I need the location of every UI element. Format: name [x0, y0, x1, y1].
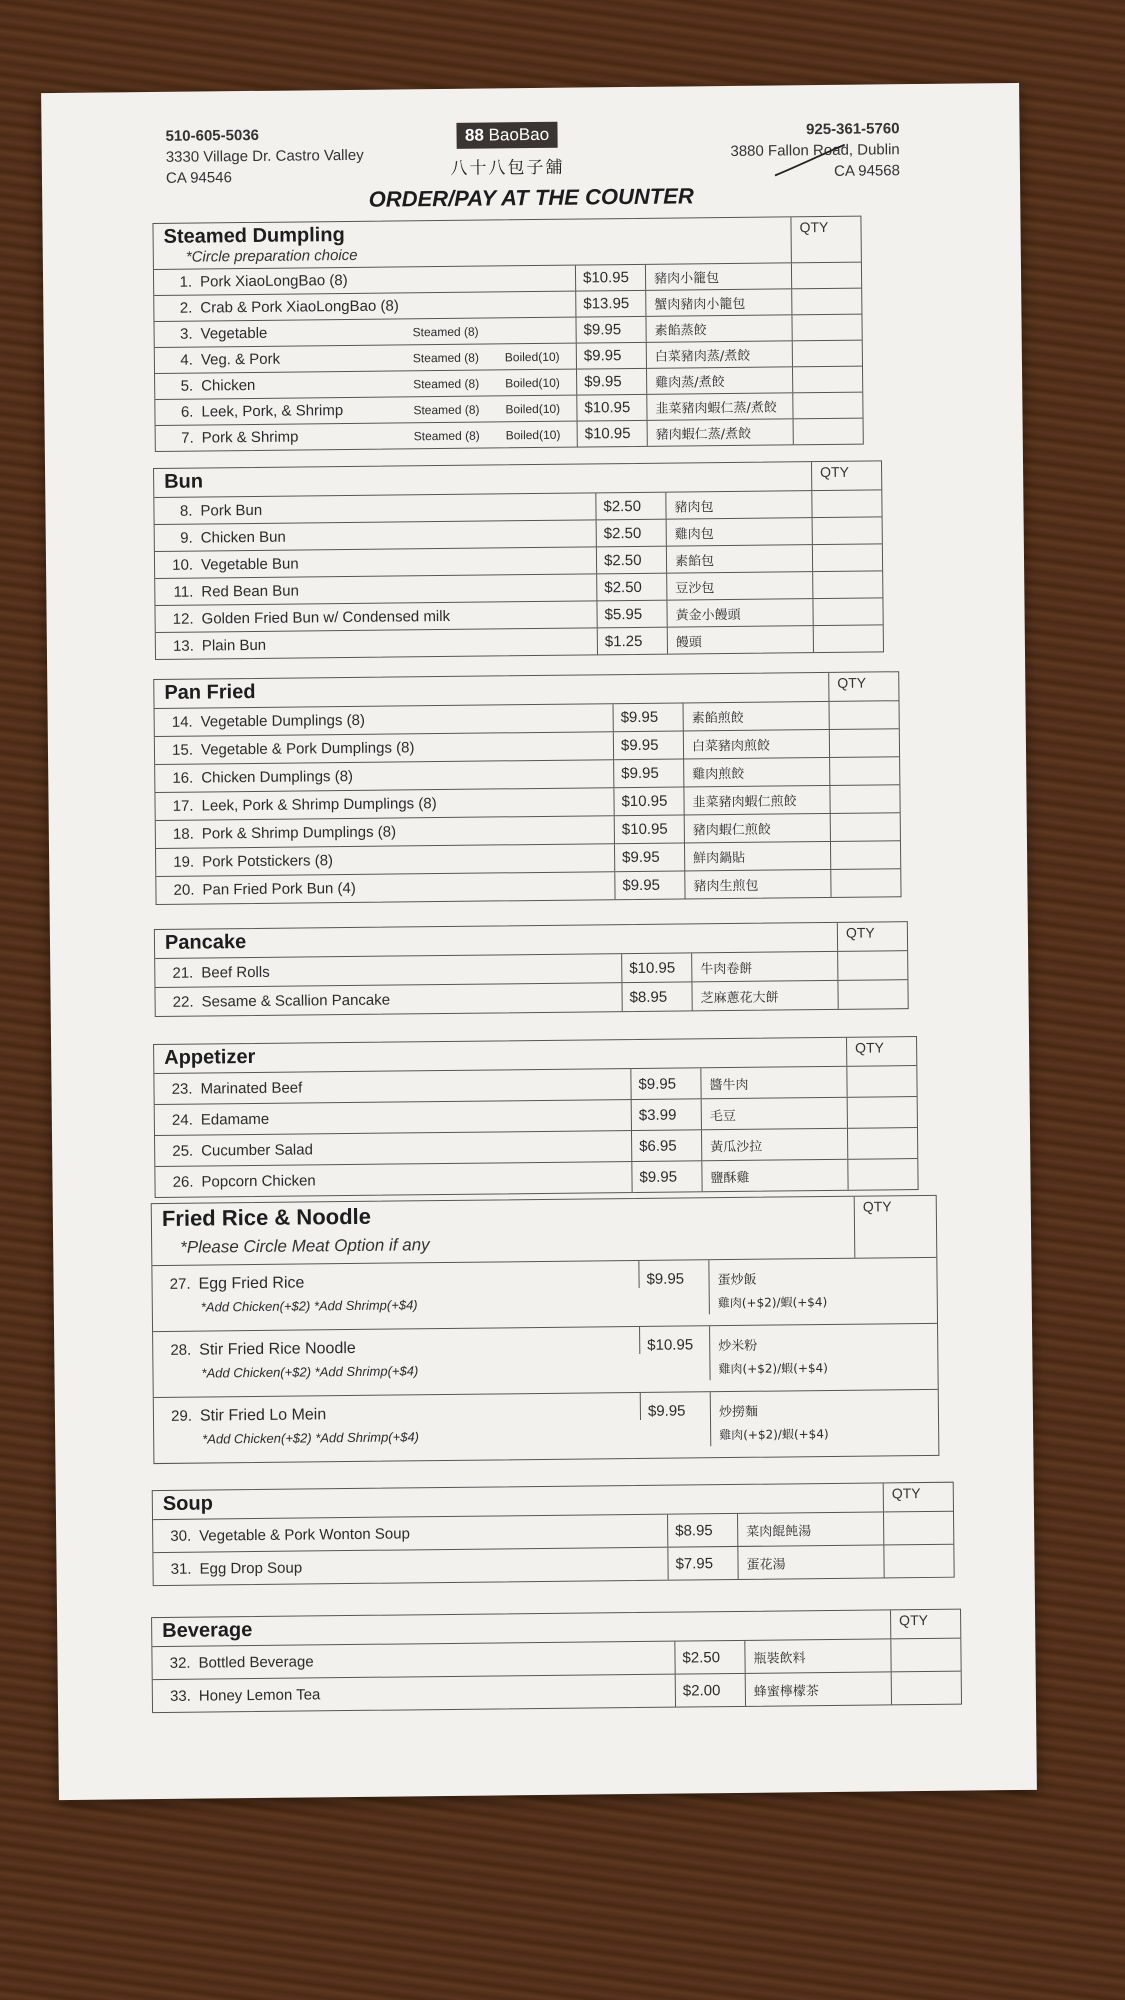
item-number: 25. — [172, 1142, 194, 1160]
qty-header: QTY — [837, 922, 907, 951]
qty-field[interactable] — [830, 841, 900, 869]
item-number: 17. — [172, 797, 194, 815]
section-fried-rice-noodle — [151, 1195, 940, 1464]
item-name-cell — [154, 493, 595, 524]
item-chinese-name: 蟹肉豬肉小籠包 — [654, 296, 746, 313]
qty-field[interactable] — [847, 1097, 917, 1128]
qty-field[interactable] — [792, 393, 862, 419]
item-number: 13. — [172, 637, 194, 655]
item-name: Egg Fried Rice — [198, 1274, 305, 1293]
left-location — [165, 124, 364, 189]
item-price: $10.95 — [577, 421, 647, 447]
item-name-cell — [156, 422, 577, 451]
item-name: Sesame & Scallion Pancake — [201, 991, 391, 1011]
item-chinese-name: 炒撈麵 — [718, 1404, 759, 1421]
left-phone: 510-605-5036 — [165, 126, 260, 145]
pen-mark — [770, 136, 900, 177]
item-chinese-cell — [691, 981, 837, 1011]
item-name-cell — [153, 1548, 667, 1585]
item-price: $10.95 — [575, 265, 645, 291]
item-price: $9.95 — [614, 843, 684, 871]
item-name: Pork & Shrimp Dumplings (8) — [201, 823, 397, 843]
qty-header: QTY — [790, 217, 860, 263]
qty-field[interactable] — [813, 625, 883, 652]
item-price: $10.95 — [639, 1326, 709, 1354]
add-meat-option: *Add Chicken(+$2) *Add Shrimp(+$4) — [200, 1297, 418, 1315]
item-chinese-cell — [646, 367, 792, 394]
item-chinese-cell — [646, 393, 792, 420]
item-name: Golden Fried Bun w/ Condensed milk — [201, 607, 451, 628]
item-chinese-name: 雞肉蒸/煮餃 — [655, 375, 725, 391]
item-number: 33. — [169, 1687, 191, 1705]
item-number: 7. — [181, 429, 194, 447]
item-name-cell — [152, 1642, 674, 1679]
item-name-cell — [155, 396, 576, 425]
item-chinese-cell — [646, 341, 792, 368]
boiled-option: Boiled(10) — [505, 401, 561, 416]
item-chinese-cell — [665, 491, 811, 519]
qty-field[interactable] — [837, 980, 907, 1009]
item-chinese-name: 白菜豬肉煎餃 — [691, 738, 771, 755]
item-price: $9.95 — [613, 731, 683, 759]
qty-header: QTY — [811, 461, 881, 490]
qty-field[interactable] — [793, 419, 863, 445]
item-price: $8.95 — [621, 982, 691, 1011]
item-name-cell — [154, 1069, 630, 1104]
item-price: $9.95 — [614, 871, 684, 899]
item-name-cell — [156, 816, 614, 848]
left-address-line2: CA 94546 — [165, 169, 232, 187]
qty-field[interactable] — [791, 289, 861, 315]
qty-field[interactable] — [791, 315, 861, 341]
item-price: $2.50 — [596, 547, 666, 574]
qty-field[interactable] — [830, 869, 900, 897]
item-name: Veg. & Pork — [200, 350, 281, 369]
item-number: 28. — [170, 1341, 192, 1359]
item-price: $10.95 — [614, 815, 684, 843]
qty-field[interactable] — [829, 729, 899, 757]
qty-field[interactable] — [855, 1324, 937, 1325]
item-price: $1.25 — [597, 628, 667, 655]
item-name: Leek, Pork & Shrimp Dumplings (8) — [201, 795, 437, 815]
item-name-cell — [155, 520, 596, 551]
steamed-option: Steamed (8) — [412, 324, 479, 339]
item-chinese-cell — [683, 702, 829, 731]
item-chinese-cell — [645, 289, 791, 316]
steamed-option: Steamed (8) — [413, 402, 480, 417]
steamed-option: Steamed (8) — [413, 428, 480, 443]
qty-header: QTY — [846, 1037, 916, 1066]
item-name-cell — [154, 1393, 640, 1447]
item-chinese-name: 炒米粉 — [718, 1338, 758, 1355]
item-price: $13.95 — [575, 291, 645, 317]
item-chinese-name: 蜂蜜檸檬茶 — [753, 1683, 819, 1700]
qty-field[interactable] — [856, 1390, 938, 1391]
item-chinese-name: 豬肉包 — [674, 499, 714, 516]
item-chinese-name: 菜肉餛飩湯 — [746, 1523, 812, 1540]
item-chinese-cell — [737, 1512, 883, 1546]
item-chinese-name: 素餡包 — [674, 553, 715, 570]
item-number: 12. — [172, 610, 194, 628]
menu-item-row — [152, 1258, 937, 1331]
item-name: Pork Bun — [200, 501, 263, 520]
item-chinese-cell — [684, 870, 830, 899]
item-chinese-name: 黃瓜沙拉 — [710, 1139, 763, 1155]
item-name: Egg Drop Soup — [199, 1559, 303, 1578]
item-price: $7.95 — [667, 1547, 737, 1580]
qty-field[interactable] — [883, 1512, 953, 1545]
item-name: Bottled Beverage — [198, 1652, 314, 1672]
section-title: Fried Rice & Noodle — [161, 1203, 372, 1231]
item-number: 1. — [179, 273, 193, 291]
item-number: 20. — [173, 881, 195, 899]
qty-field[interactable] — [812, 517, 882, 544]
item-name: Pork Potstickers (8) — [202, 852, 334, 871]
item-chinese-cell — [684, 814, 830, 843]
item-chinese-name: 黃金小饅頭 — [675, 607, 741, 624]
add-meat-option: *Add Chicken(+$2) *Add Shrimp(+$4) — [201, 1363, 419, 1381]
qty-header: QTY — [890, 1610, 960, 1639]
section-title: Pancake — [164, 931, 247, 954]
section-title: Pan Fried — [164, 680, 256, 704]
qty-field[interactable] — [829, 757, 899, 785]
item-chinese-name: 雞肉煎餃 — [692, 766, 745, 783]
boiled-option: Boiled(10) — [505, 427, 561, 442]
item-chinese-name: 鹽酥雞 — [710, 1170, 750, 1186]
item-number: 6. — [180, 403, 194, 421]
item-chinese-cell — [701, 1129, 847, 1161]
section-header — [152, 1196, 937, 1266]
item-chinese-name: 豬肉生煎包 — [693, 878, 759, 895]
item-name-cell — [154, 292, 575, 321]
item-number: 18. — [172, 825, 194, 843]
section-header — [153, 217, 860, 270]
item-number: 14. — [171, 713, 193, 731]
qty-field[interactable] — [854, 1258, 936, 1259]
item-name-cell — [152, 1261, 638, 1315]
section-appetizer — [153, 1036, 919, 1198]
item-price: $9.95 — [640, 1392, 710, 1420]
item-chinese-cell — [701, 1098, 847, 1130]
item-number: 3. — [180, 325, 193, 343]
item-price: $2.50 — [595, 493, 665, 520]
section-soup — [152, 1482, 955, 1586]
section-beverage — [151, 1609, 962, 1713]
qty-field[interactable] — [792, 341, 862, 367]
item-chinese-name: 韭菜豬肉蝦仁煎餃 — [692, 794, 797, 811]
qty-field[interactable] — [812, 598, 882, 625]
item-number: 27. — [169, 1275, 191, 1293]
right-address-line2: CA 94568 — [833, 162, 901, 180]
item-name-cell — [154, 266, 575, 295]
item-name-cell — [153, 1515, 667, 1552]
section-title: Steamed Dumpling — [163, 223, 345, 248]
qty-field[interactable] — [837, 951, 907, 980]
item-name: Cucumber Salad — [201, 1140, 313, 1160]
item-name: Stir Fried Rice Noodle — [199, 1339, 356, 1359]
item-chinese-name: 饅頭 — [675, 634, 702, 651]
section-steamed-dumpling — [152, 216, 863, 452]
item-name-cell — [156, 628, 597, 659]
logo — [449, 122, 565, 179]
qty-header: QTY — [883, 1483, 953, 1512]
item-name: Popcorn Chicken — [201, 1171, 316, 1191]
item-name: Pork XiaoLongBao (8) — [199, 271, 348, 291]
item-name: Pork & Shrimp — [201, 428, 299, 447]
item-chinese-cell — [700, 1067, 846, 1099]
qty-field[interactable] — [829, 701, 899, 729]
item-number: 29. — [171, 1407, 193, 1425]
menu-item-row — [153, 1323, 938, 1397]
section-pan-fried — [153, 671, 901, 905]
item-chinese-cell — [666, 545, 812, 573]
item-number: 9. — [180, 529, 193, 547]
item-name-cell — [156, 872, 614, 904]
item-name-cell — [155, 954, 621, 987]
item-name-cell — [155, 760, 613, 792]
item-name: Edamame — [200, 1110, 270, 1129]
item-name: Chicken Bun — [200, 528, 286, 547]
item-chinese-cell — [737, 1545, 883, 1579]
item-chinese-cell — [710, 1391, 857, 1447]
item-name: Red Bean Bun — [201, 581, 299, 601]
item-chinese-name: 毛豆 — [709, 1108, 736, 1124]
item-price: $6.95 — [631, 1130, 701, 1161]
item-chinese-name: 豆沙包 — [675, 580, 715, 597]
item-chinese-name: 豬肉蝦仁蒸/煮餃 — [655, 426, 752, 443]
item-name-cell — [155, 704, 613, 736]
item-name: Vegetable — [200, 324, 268, 343]
item-number: 32. — [169, 1654, 191, 1672]
item-number: 23. — [171, 1080, 193, 1098]
qty-field[interactable] — [791, 263, 861, 289]
item-chinese-name: 雞肉包 — [674, 526, 714, 543]
item-number: 30. — [170, 1527, 192, 1545]
right-phone: 925-361-5760 — [806, 120, 900, 139]
item-number: 24. — [171, 1111, 193, 1129]
item-chinese-name: 蛋炒飯 — [717, 1272, 757, 1289]
qty-field[interactable] — [829, 785, 899, 813]
item-chinese-name: 豬肉小籠包 — [653, 271, 720, 287]
item-price: $9.95 — [630, 1068, 700, 1099]
item-chinese-cell — [701, 1160, 847, 1192]
qty-field[interactable] — [847, 1159, 917, 1190]
item-chinese-add-option: 雞肉(+$2)/蝦(+$4) — [719, 1426, 829, 1443]
item-name: Crab & Pork XiaoLongBao (8) — [200, 297, 399, 317]
item-number: 31. — [170, 1560, 192, 1578]
item-price: $9.95 — [613, 759, 683, 787]
item-number: 4. — [180, 351, 193, 369]
qty-field[interactable] — [890, 1639, 960, 1672]
item-name-cell — [155, 344, 576, 373]
item-chinese-cell — [683, 786, 829, 815]
section-title: Soup — [162, 1492, 213, 1515]
item-number: 11. — [173, 583, 194, 601]
logo-number: 88 — [464, 125, 484, 145]
item-chinese-cell — [745, 1672, 891, 1706]
item-name: Vegetable Dumplings (8) — [200, 711, 366, 731]
qty-field[interactable] — [812, 571, 882, 598]
item-number: 26. — [172, 1173, 194, 1191]
item-price: $9.95 — [575, 317, 645, 343]
item-number: 19. — [173, 853, 195, 871]
qty-field[interactable] — [891, 1672, 961, 1705]
item-number: 2. — [179, 299, 193, 317]
section-title: Beverage — [162, 1619, 253, 1642]
item-name: Chicken Dumplings (8) — [201, 767, 354, 787]
item-name: Vegetable & Pork Dumplings (8) — [200, 739, 415, 759]
item-price: $2.00 — [675, 1674, 745, 1707]
item-chinese-cell — [645, 263, 791, 290]
item-name-cell — [155, 1131, 631, 1166]
qty-field[interactable] — [792, 367, 862, 393]
item-name-cell — [155, 370, 576, 399]
item-price: $2.50 — [596, 520, 666, 547]
item-name: Vegetable & Pork Wonton Soup — [199, 1524, 410, 1545]
item-chinese-cell — [645, 315, 791, 342]
section-note: *Circle preparation choice — [185, 246, 358, 266]
item-name: Stir Fried Lo Mein — [199, 1406, 327, 1425]
item-number: 8. — [179, 502, 193, 520]
item-price: $5.95 — [596, 601, 666, 628]
item-chinese-cell — [683, 730, 829, 759]
logo-chinese: 八十八包子舖 — [450, 157, 565, 179]
item-chinese-name: 醬牛肉 — [709, 1077, 749, 1093]
item-number: 10. — [172, 556, 194, 574]
item-chinese-name: 鮮肉鍋貼 — [693, 850, 746, 867]
item-number: 15. — [172, 741, 194, 759]
add-meat-option: *Add Chicken(+$2) *Add Shrimp(+$4) — [202, 1429, 420, 1447]
item-name-cell — [155, 1162, 631, 1197]
item-name-cell — [155, 574, 596, 605]
item-name: Plain Bun — [201, 636, 267, 655]
item-name-cell — [156, 844, 614, 876]
item-price: $8.95 — [667, 1514, 737, 1547]
item-chinese-name: 素餡蒸餃 — [654, 323, 707, 339]
item-price: $3.99 — [631, 1099, 701, 1130]
qty-field[interactable] — [847, 1128, 917, 1159]
left-address-line1: 3330 Village Dr. Castro Valley — [165, 146, 364, 166]
item-name-cell — [153, 1327, 639, 1381]
qty-field[interactable] — [811, 490, 881, 517]
item-name-cell — [155, 983, 621, 1016]
item-name-cell — [154, 318, 575, 347]
item-name: Leek, Pork, & Shrimp — [201, 402, 344, 421]
item-chinese-cell — [647, 419, 793, 446]
menu-item-row — [154, 1389, 939, 1463]
item-name: Vegetable Bun — [200, 554, 299, 574]
item-name: Chicken — [201, 376, 256, 395]
logo-name: BaoBao — [488, 124, 550, 145]
item-chinese-cell — [667, 626, 813, 654]
qty-field[interactable] — [846, 1066, 916, 1097]
right-address-line1: 3880 Fallon Road, Dublin — [730, 141, 900, 160]
item-price: $2.50 — [674, 1641, 744, 1674]
item-chinese-name: 蛋花湯 — [746, 1556, 786, 1573]
item-price: $10.95 — [576, 395, 646, 421]
item-name: Marinated Beef — [200, 1078, 303, 1098]
qty-header: QTY — [828, 672, 898, 701]
logo-badge — [457, 122, 557, 149]
item-chinese-cell — [709, 1325, 856, 1381]
boiled-option: Boiled(10) — [505, 375, 560, 390]
item-chinese-add-option: 雞肉(+$2)/蝦(+$4) — [718, 1360, 828, 1377]
item-chinese-cell — [683, 758, 829, 787]
item-chinese-name: 素餡煎餃 — [691, 710, 744, 727]
section-title: Appetizer — [164, 1045, 256, 1069]
item-name-cell — [155, 788, 613, 820]
item-name-cell — [155, 1100, 631, 1135]
section-note: *Please Circle Meat Option if any — [180, 1235, 430, 1257]
item-name: Honey Lemon Tea — [198, 1685, 321, 1705]
item-name-cell — [155, 732, 613, 764]
item-name: Pan Fried Pork Bun (4) — [202, 879, 356, 899]
item-name-cell — [155, 601, 596, 632]
item-chinese-cell — [666, 599, 812, 627]
item-number: 16. — [172, 769, 194, 787]
boiled-option: Boiled(10) — [504, 349, 560, 364]
item-chinese-name: 韭菜豬肉蝦仁蒸/煮餃 — [655, 400, 777, 417]
item-chinese-cell — [708, 1259, 855, 1315]
section-title: Bun — [164, 470, 204, 493]
qty-header: QTY — [854, 1196, 937, 1258]
item-price: $2.50 — [596, 574, 666, 601]
item-name: Beef Rolls — [201, 963, 270, 982]
item-price: $9.95 — [576, 343, 646, 369]
item-name-cell — [155, 547, 596, 578]
item-number: 21. — [172, 964, 194, 982]
menu-paper — [41, 83, 1037, 1800]
steamed-option: Steamed (8) — [412, 350, 479, 365]
item-name-cell — [153, 1675, 675, 1712]
section-bun — [153, 460, 884, 660]
qty-field[interactable] — [812, 544, 882, 571]
item-chinese-cell — [666, 572, 812, 600]
steamed-option: Steamed (8) — [413, 376, 480, 391]
item-chinese-cell — [744, 1639, 890, 1673]
item-price: $9.95 — [613, 703, 683, 731]
counter-notice: ORDER/PAY AT THE COUNTER — [368, 183, 694, 212]
item-chinese-cell — [684, 842, 830, 871]
qty-field[interactable] — [883, 1545, 953, 1578]
item-chinese-cell — [691, 952, 837, 982]
item-chinese-name: 瓶裝飲料 — [753, 1650, 806, 1667]
item-chinese-add-option: 雞肉(+$2)/蝦(+$4) — [717, 1295, 828, 1311]
item-chinese-name: 白菜豬肉蒸/煮餃 — [654, 348, 751, 365]
item-number: 22. — [172, 993, 194, 1011]
item-price: $10.95 — [621, 953, 691, 982]
item-chinese-cell — [666, 518, 812, 546]
section-pancake — [154, 921, 909, 1017]
item-chinese-name: 牛肉卷餅 — [700, 961, 753, 977]
qty-field[interactable] — [830, 813, 900, 841]
item-chinese-name: 芝麻蔥花大餅 — [700, 989, 779, 1006]
item-price: $9.95 — [631, 1161, 701, 1192]
item-number: 5. — [180, 377, 194, 395]
item-price: $10.95 — [613, 787, 683, 815]
item-price: $9.95 — [576, 369, 646, 395]
item-chinese-name: 豬肉蝦仁煎餃 — [692, 822, 771, 839]
item-price: $9.95 — [638, 1260, 708, 1288]
